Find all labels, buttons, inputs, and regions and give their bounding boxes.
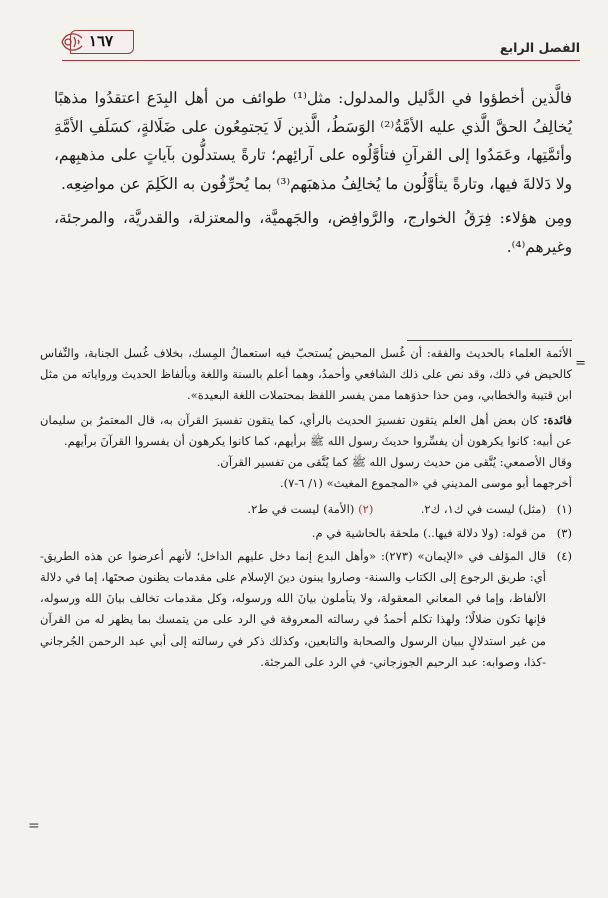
footnote-number: (١) xyxy=(556,502,572,517)
footnote-number: (٣) xyxy=(556,525,572,540)
footnote-number-b: (٢) xyxy=(358,502,374,517)
benefit-note xyxy=(40,410,572,452)
page-number: ١٦٧ xyxy=(88,32,114,50)
main-paragraph-1: فالَّذين أخطؤوا في الدَّليل والمدلول: مثل⁽¹⁾ طوائف من أهل البِدَع اعتقدُوا مذهبًا يُخالِفُ الحقَّ الَّذي عليه الأمَّةُ⁽²⁾ الوَسَطُ، الَّذين لَا يَجتمِعُون على ضَلَالةٍ، كسَلَفِ الأمَّةِ وأئمَّتِها، وعَمَدُوا إلى القرآنِ فتأوَّلُوه على آرائِهم؛ تارةً يستدلُّون بآياتٍ على مذهبِهم، ولا دَلالةَ فيها، وتارةً يتأوَّلُون ما يُخالِفُ مذهبَهم⁽³⁾ بما يُحرِّفُون به الكَلِمَ عن مواضِعِه. xyxy=(54,89,572,193)
main-text xyxy=(54,84,572,261)
footnote-number: (٤) xyxy=(556,548,572,563)
footnote-text xyxy=(40,499,546,520)
continuation-mark-bottom: = xyxy=(28,818,40,834)
footnote-item xyxy=(40,546,572,673)
benefit-text: كان بعض أهل العلم يتقون تفسيرَ الحديث بالرأي، كما يتقون تفسيرَ القرآن به، قال المعتمرُ بن سليمان عن أبيه: كانوا يكرهون أن يفسِّروا حديثَ رسول الله ﷺ برأيهم، كما كانوا يكرهون أن يفسروا القرآنَ برأيهم. xyxy=(40,412,572,448)
footnote-text-b: (الأمة) ليست في ط٢. xyxy=(247,502,355,517)
footnote-text-a: (مثل) ليست في ك١، ك٢. xyxy=(420,502,546,517)
footnote-continuation xyxy=(40,343,572,494)
floral-ornament-icon xyxy=(58,28,88,56)
main-paragraph-2: ومِن هؤلاء: فِرَقُ الخوارج، والرَّوافِض، والجَهميَّة، والمعتزلة، والقدريَّة، والمرجئة، وغيرهم⁽⁴⁾. xyxy=(54,209,572,256)
header-rule xyxy=(62,60,580,61)
chapter-title: الفصل الرابع xyxy=(499,40,580,55)
source-citation: أخرجهما أبو موسى المديني في «المجموع المغيث» (١/ ٦-٧). xyxy=(279,476,572,491)
footnotes-section xyxy=(40,343,586,675)
footnote-text: قال المؤلف في «الإيمان» (٢٧٣): «وأهل البدع إنما دخل عليهم الداخل؛ لأنهم أعرضوا عن هذه الطريق- أي: طريق الرجوع إلى الكتاب والسنة- وصاروا يبنون دينَ الإسلام على مقدمات يظنون صحتَها، إما في دلالة الألفاظ، وإما في المعاني المعقولة، ولا يتأملون بيانَ الله ورسوله، وكل مقدمات تخالف بيانَ الله ورسوله، فإنها تكون ضلالًا؛ ولهذا تكلم أحمدُ في رسالته المعروفة في الرد على من يتمسك بما يظهر له من القرآن من غير استدلالٍ ببيان الرسول والصحابة والتابعين، وكذلك ذكر في رسالته إلى أبي عبد الرحمن الجُرجاني -كذا، وصوابه: عبد الرحيم الجوزجاني- في الرد على المرجئة. xyxy=(40,548,546,669)
footnote-list xyxy=(40,499,572,673)
footnote-text: من قوله: (ولا دلالة فيها..) ملحقة بالحاشية في م. xyxy=(311,525,546,540)
continuation-text: الأئمة العلماء بالحديث والفقه: أن غُسل المحيض يُستحبّ فيه استعمالُ المِسك، بخلاف غُسل الجنابة، والنِّفاس كالحيض في ذلك، وقد نص على ذلك الشافعي وأحمدُ، وهما أعلم بالسنة واللغة وبألفاظ الحديث ورواياته من مثل ابن قتيبة والخطابي، ومن حذا حذوَهما ممن يفسر اللفظ بمحتملات اللغة البعيدة». xyxy=(40,346,572,403)
asmai-quote: وقال الأصمعي: يُتَّقى من حديث رسول الله ﷺ كما يُتَّقى من تفسير القرآن. xyxy=(216,455,572,470)
page-header xyxy=(62,28,580,62)
footnote-separator xyxy=(407,340,572,341)
footnote-item xyxy=(40,523,572,544)
continuation-mark: = xyxy=(575,356,586,371)
footnote-item xyxy=(40,499,572,520)
benefit-label: فائدة: xyxy=(543,412,573,427)
